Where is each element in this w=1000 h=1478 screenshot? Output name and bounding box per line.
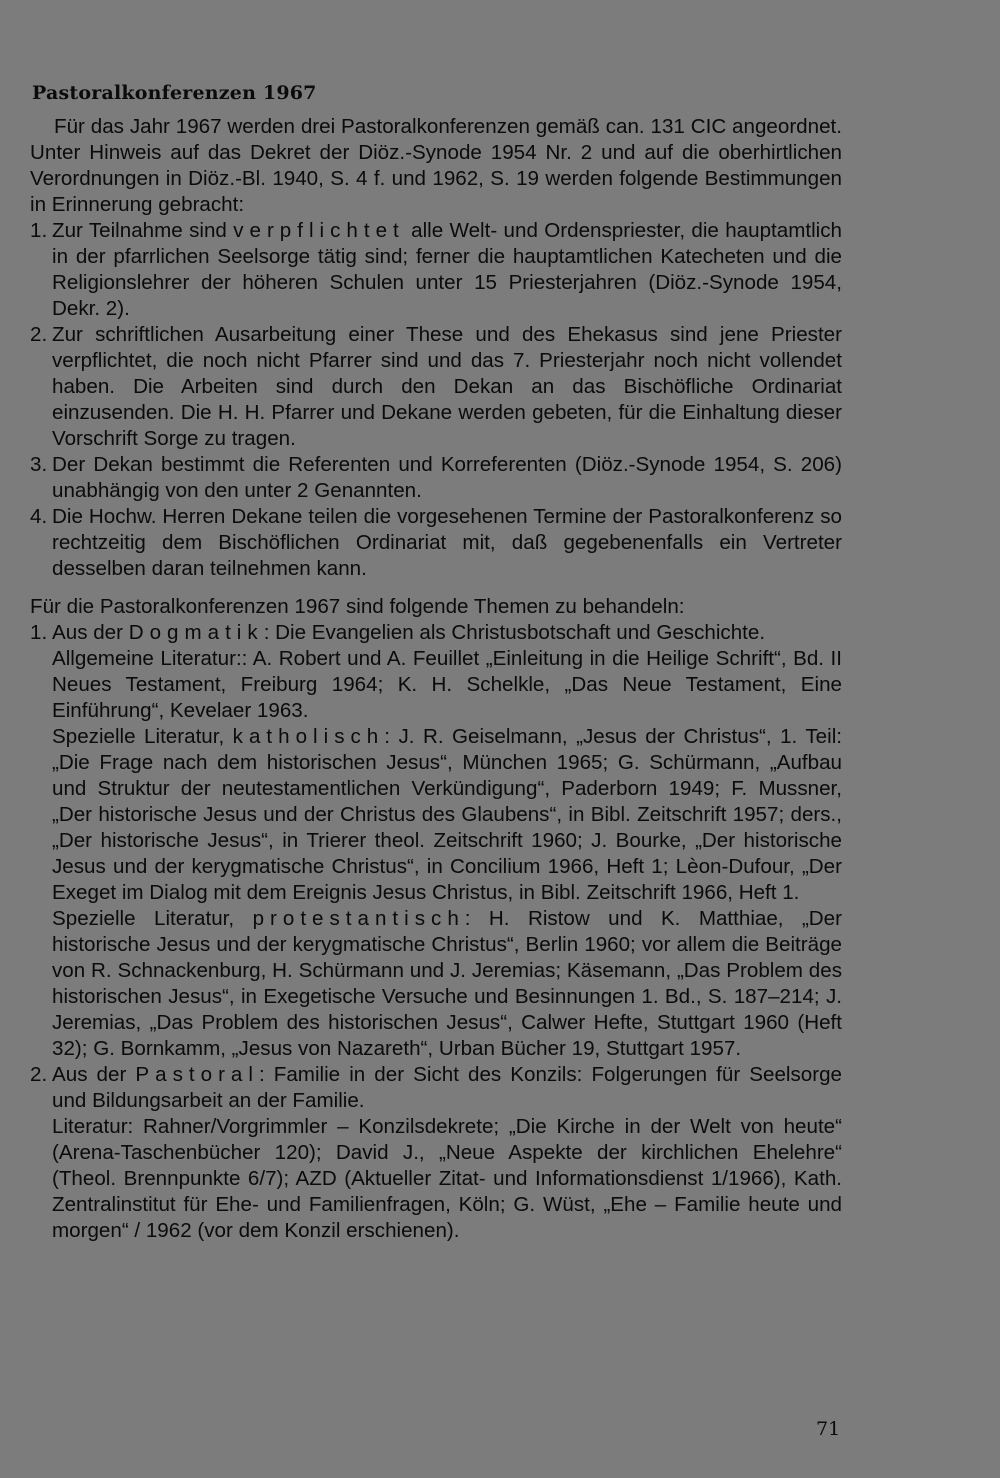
rule-text-part: Zur schriftlichen Ausarbeitung einer These und des Ehekasus sind jene Priester verpflichtet, die noch nicht Pfarrer sind und das 7. Priesterjahr noch nicht vollendet haben. Die Arbeiten sind durch den Dekan an das Bischöfliche Ordinariat einzusenden. Die H. H. Pfarrer und Dekane werden gebeten, für die Einhaltung dieser Vorschrift Sorge zu tragen. [52, 323, 842, 450]
emphasized-word: verpflichtet [233, 219, 405, 242]
rule-text-part: alle Welt- und Ordenspriester, die hauptamtlich in der pfarrlichen Seelsorge tätig sind; ferner die hauptamtlichen Katecheten und die Religionslehrer der höheren Schulen unter 15 Priesterjahren (Diöz.-Synode 1954, Dekr. 2). [52, 219, 842, 320]
literature-paragraph [52, 1114, 842, 1244]
theme-heading-part: Aus der [52, 621, 129, 644]
literature-paragraph [52, 646, 842, 724]
theme-item [30, 1062, 842, 1244]
theme-heading-part: Aus der [52, 1063, 136, 1086]
themes-intro: Für die Pastoralkonferenzen 1967 sind folgende Themen zu behandeln: [30, 595, 685, 618]
literature-text: Allgemeine Literatur:: A. Robert und A. Feuillet „Einleitung in die Heilige Schrift“, Bd. II Neues Testament, Freiburg 1964; K. H. Schelkle, „Das Neue Testament, Eine Einführung“, Kevelaer 1963. [52, 647, 842, 722]
rule-text-part: Der Dekan bestimmt die Referenten und Korreferenten (Diöz.-Synode 1954, S. 206) unabhängig von den unter 2 Genannten. [52, 453, 842, 502]
literature-text: Spezielle Literatur, [52, 725, 233, 748]
theme-item [30, 620, 842, 1062]
spacer [30, 582, 842, 594]
theme-number: 2. [30, 1063, 48, 1086]
theme-body [52, 1062, 842, 1244]
theme-heading-part: : Familie in der Sicht des Konzils: Folgerungen für Seelsorge und Bildungsarbeit an der Familie. [52, 1063, 843, 1112]
section-heading: Pastoralkonferenzen 1967 [32, 82, 317, 104]
rule-number: 4. [30, 505, 48, 528]
literature-text: Spezielle Literatur, [52, 907, 253, 930]
emphasized-word: protestantisch [252, 907, 465, 930]
rule-number: 1. [30, 219, 48, 242]
emphasized-word: Dogmatik [128, 621, 264, 644]
page-number: 71 [816, 1418, 841, 1440]
literature-paragraph [52, 724, 842, 906]
rule-text-part: Die Hochw. Herren Dekane teilen die vorgesehenen Termine der Pastoralkonferenz so rechtzeitig dem Bischöflichen Ordinariat mit, daß gegebenenfalls ein Vertreter desselben daran teilnehmen kann. [52, 505, 842, 580]
theme-heading [52, 1062, 842, 1114]
rule-item [30, 218, 842, 322]
literature-text: : J. R. Geiselmann, „Jesus der Christus“, 1. Teil: „Die Frage nach dem historischen Jesus“, München 1965; G. Schürmann, „Aufbau und Struktur der neutestamentlichen Verkündigung“, Paderborn 1949; F. Mussner, „Der historische Jesus und der Christus des Glaubens“, in Bibl. Zeitschrift 1957; ders., „Der historische Jesus“, in Trierer theol. Zeitschrift 1960; J. Bourke, „Der historische Jesus und der kerygmatische Christus“, in Concilium 1966, Heft 1; Lèon-Dufour, „Der Exeget im Dialog mit dem Ereignis Jesus Christus, in Bibl. Zeitschrift 1966, Heft 1. [52, 725, 842, 904]
literature-paragraph [52, 906, 842, 1062]
rule-text [52, 504, 842, 582]
rule-item [30, 322, 842, 452]
rule-text-part: Zur Teilnahme sind [52, 219, 234, 242]
theme-body [52, 620, 842, 1062]
rule-number: 3. [30, 453, 48, 476]
theme-heading [52, 620, 842, 646]
document-body [30, 114, 842, 1244]
rule-text [52, 218, 842, 322]
rule-text [52, 322, 842, 452]
intro-paragraph: Für das Jahr 1967 werden drei Pastoralkonferenzen gemäß can. 131 CIC angeordnet. Unter Hinweis auf das Dekret der Diöz.-Synode 1954 Nr. 2 und auf die oberhirtlichen Verordnungen in Diöz.-Bl. 1940, S. 4 f. und 1962, S. 19 werden folgende Bestimmungen in Erinnerung gebracht: [30, 115, 842, 216]
rule-text [52, 452, 842, 504]
emphasized-word: Pastoral [135, 1063, 259, 1086]
emphasized-word: katholisch [232, 725, 385, 748]
literature-text: Literatur: Rahner/Vorgrimmler – Konzilsdekrete; „Die Kirche in der Welt von heute“ (Arena-Taschenbücher 120); David J., „Neue Aspekte der kirchlichen Ehelehre“ (Theol. Brennpunkte 6/7); AZD (Aktueller Zitat- und Informationsdienst 1/1966), Kath. Zentralinstitut für Ehe- und Familienfragen, Köln; G. Wüst, „Ehe – Familie heute und morgen“ / 1962 (vor dem Konzil erschienen). [52, 1115, 842, 1242]
theme-heading-part: : Die Evangelien als Christusbotschaft und Geschichte. [263, 621, 766, 644]
rule-item [30, 504, 842, 582]
rule-number: 2. [30, 323, 48, 346]
rule-item [30, 452, 842, 504]
theme-number: 1. [30, 621, 48, 644]
literature-text: : H. Ristow und K. Matthiae, „Der historische Jesus und der kerygmatische Christus“, Berlin 1960; vor allem die Beiträge von R. Schnackenburg, H. Schürmann und J. Jeremias; Käsemann, „Das Problem des historischen Jesus“, in Exegetische Versuche und Besinnungen 1. Bd., S. 187–214; J. Jeremias, „Das Problem des historischen Jesus“, Calwer Hefte, Stuttgart 1960 (Heft 32); G. Bornkamm, „Jesus von Nazareth“, Urban Bücher 19, Stuttgart 1957. [52, 907, 842, 1060]
